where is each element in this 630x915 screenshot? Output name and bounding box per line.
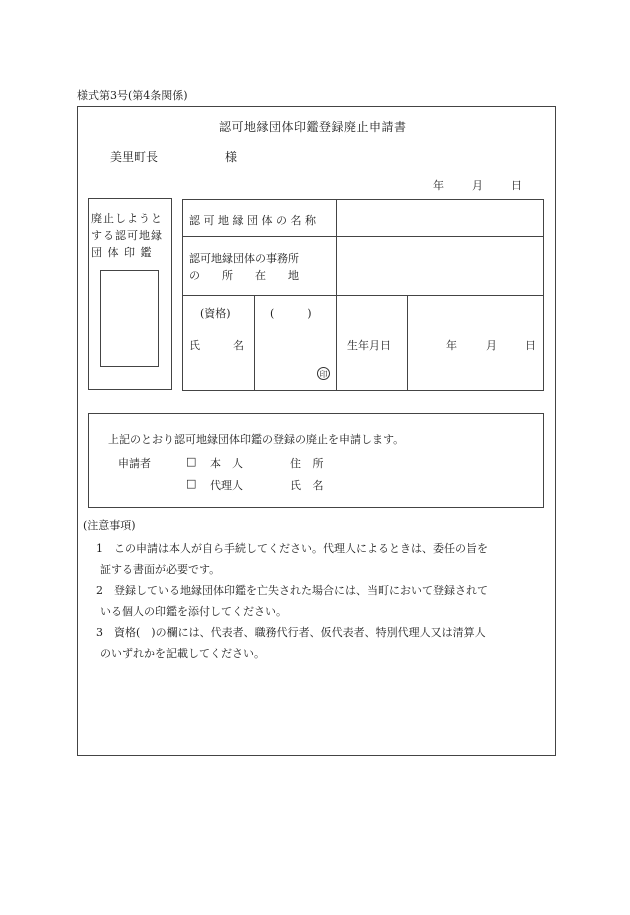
form-title: 認可地縁団体印鑑登録廃止申請書: [219, 120, 407, 134]
table-col-divider-label: [336, 199, 337, 391]
seal-label-line2: する認可地縁: [91, 229, 163, 242]
birthdate-month: 月: [486, 339, 497, 352]
seal-label-line3: 団 体 印 鑑: [91, 246, 153, 259]
birthdate-year: 年: [446, 339, 457, 352]
note-3-line1: 資格( )の欄には、代表者、職務代行者、仮代表者、特別代理人又は清算人: [114, 626, 486, 639]
org-name-label: 認 可 地 縁 団 体 の 名 称: [189, 214, 316, 227]
note-3-number: 3: [96, 626, 103, 639]
table-col-divider-birth: [407, 295, 408, 391]
form-number: 様式第3号(第4条関係): [77, 89, 188, 102]
note-1-number: 1: [96, 542, 103, 555]
office-label-line1: 認可地縁団体の事務所: [189, 252, 299, 265]
addressee-honorific: 様: [225, 150, 238, 164]
date-year: 年: [433, 179, 444, 192]
qualification-label: (資格): [200, 307, 231, 320]
birthdate-day: 日: [525, 339, 536, 352]
notes-heading: (注意事項): [83, 519, 136, 532]
self-option-label: 本 人: [210, 457, 243, 470]
agent-checkbox[interactable]: □: [186, 477, 197, 490]
note-1-line2: 証する書面が必要です。: [100, 563, 221, 576]
date-day: 日: [511, 179, 522, 192]
addressee-name: 美里町長: [110, 150, 159, 164]
representative-name-label: 氏 名: [189, 339, 244, 352]
table-col-divider-name: [254, 295, 255, 391]
qualification-paren[interactable]: ( ): [270, 307, 312, 320]
note-2-number: 2: [96, 584, 103, 597]
seal-impression-area[interactable]: [100, 270, 159, 367]
seal-label-line1: 廃止しようと: [91, 212, 163, 225]
org-name-field[interactable]: [340, 203, 540, 233]
agent-option-label: 代理人: [210, 479, 243, 492]
note-2-line2: いる個人の印鑑を添付してください。: [100, 605, 287, 618]
table-row-divider-2: [182, 295, 544, 296]
seal-stamp-mark: 印: [317, 367, 330, 380]
applicant-label: 申請者: [118, 457, 151, 470]
table-row-divider-1: [182, 236, 544, 237]
applicant-name-label: 氏 名: [290, 479, 328, 492]
self-checkbox[interactable]: □: [186, 455, 197, 468]
date-month: 月: [472, 179, 483, 192]
birthdate-label: 生年月日: [347, 339, 391, 352]
application-statement: 上記のとおり認可地縁団体印鑑の登録の廃止を申請します。: [108, 433, 405, 446]
note-2-line1: 登録している地縁団体印鑑を亡失された場合には、当町において登録されて: [114, 584, 488, 597]
office-label-line2: の 所 在 地: [189, 269, 299, 282]
note-3-line2: のいずれかを記載してください。: [100, 647, 265, 660]
note-1-line1: この申請は本人が自ら手続してください。代理人によるときは、委任の旨を: [114, 542, 488, 555]
office-address-field[interactable]: [340, 240, 540, 292]
applicant-address-label: 住 所: [290, 457, 328, 470]
